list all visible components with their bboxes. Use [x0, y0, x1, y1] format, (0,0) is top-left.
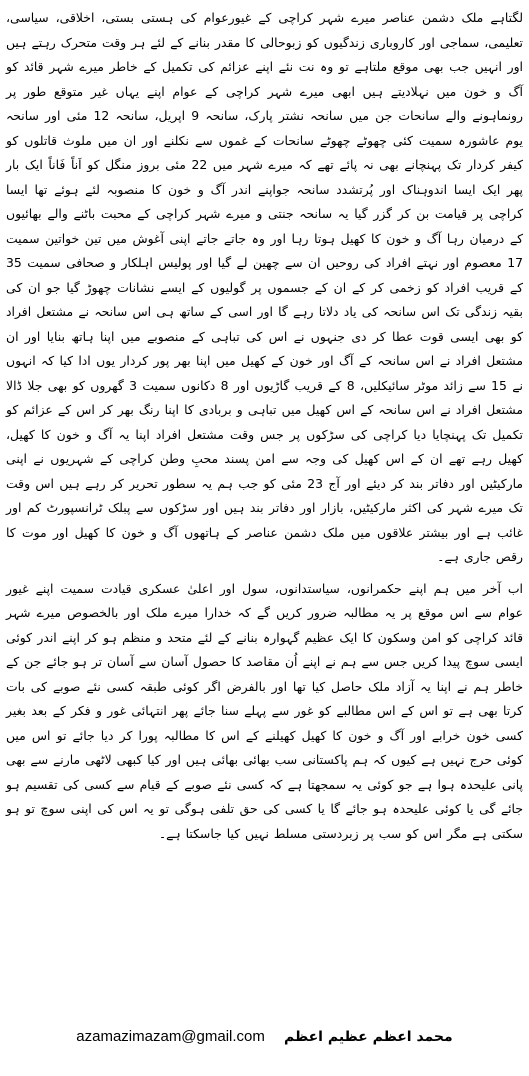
author-name: محمد اعظم عظیم اعظم	[283, 1028, 453, 1045]
byline	[0, 1026, 529, 1045]
article-body	[6, 6, 523, 846]
article-paragraph-1: لگتاہے ملک دشمن عناصر میرے شہر کراچی کے غیورعوام کی ہستی بستی، اخلاقی، سیاسی، تعلیمی، سماجی اور کاروباری زندگیوں کو زبوحالی کا مقدر بنانے کے لئے ہر وقت متحرک رہتے ہیں اور انہیں جب بھی موقع ملتاہے تو وہ نت نئے اپنے عزائم کی تکمیل کے خاطر میرے شہر قائد کو آگ و خون میں نہلادیتے ہیں ابھی میرے شہر کراچی کے عوام اپنے یہاں غیر متوقع طور پر رونماہونے والے سانحات جن میں سانحہ نشتر پارک، سانحہ 9 اپریل، سانحہ 12 مئی اور سانحہ یوم عاشورہ سمیت کئی چھوٹے چھوٹے سانحات کے غموں سے نکلنے اور ان میں ملوث قاتلوں کو کیفر کردار تک پہنچانے بھی نہ پائے تھے کہ میرے شہر میں 22 مئی بروز منگل کو اَناً فَاناً ایک بار پھر ایک ایسا اندوہناک اور پُرتشدد سانحہ جواپنے اندر آگ و خون کا منصوبہ لئے ہوئے تھا ایسا کراچی پر قیامت بن کر گزر گیا یہ سانحہ جنتی و میرے شہر کراچی کے محبت باٹنے والے بھائیوں کے درمیان رہا آگ و خون کا کھیل ہوتا رہا اور وہ جاتے جاتے اپنی آغوش میں تین خواتین سمیت 17 معصوم اور نہتے افراد کی روحیں ان سے چھین لے گیا اور پولیس اہلکار و صحافی سمیت 35 کے قریب افراد کو زخمی کر کے ان کے جسموں پر گولیوں کے ایسے نشانات چھوڑ گیا جو ان کی بقیہ زندگی تک اس سانحہ کی یاد دلاتا رہے گا اور اسی کے ساتھ ہی اس سانحہ نے مشتعل افراد کو بھی ایسی قوت عطا کر دی جنہوں نے اس کی تباہی کے منصوبے میں اپنا ہاتھ بنایا اور ان مشتعل افراد نے اس سانحہ کے آگ اور خون کے کھیل میں اپنا بھر پور کردار یوں ادا کیا کہ انہوں نے 15 سے زائد موٹر سائیکلیں، 8 کے قریب گاڑیوں اور 8 دکانوں سمیت 3 گھروں کو بھی جلا ڈالا مشتعل افراد نے اس سانحہ کے اس کھیل میں تباہی و بربادی کا اپنا رنگ بھر کر اس کے عزائم کو تکمیل تک پہنچایا دیا کراچی کی سڑکوں پر جس وقت مشتعل افراد اپنا یہ آگ و خون کا کھیل، کھیل رہے تھے ان کے اس کھیل کی وجہ سے امن پسند محبِ وطن کراچی کے شہریوں نے اپنی مارکیٹیں اور دفاتر بند کر دیئے اور آج 23 مئی کو جب ہم یہ سطور تحریر کر رہے ہیں اس وقت تک میرے شہر کی اکثر مارکیٹیں، بازار اور دفاتر بند ہیں اور سڑکوں سے پبلک ٹرانسپورٹ کم اور غائب ہے اور بیشتر علاقوں میں ملک دشمن عناصر کے ہاتھوں آگ و خون کا کھیل اور موت کا رقص جاری ہے۔	[6, 10, 524, 564]
article-paragraph-2: اب آخر میں ہم اپنے حکمرانوں، سیاستدانوں، سول اور اعلیٰ عسکری قیادت سمیت اپنے غیور عوام سے اس موقع پر یہ مطالبہ ضرور کریں گے کہ خدارا میرے ملک اور بالخصوص میرے شہر قائد کراچی کو امن وسکون کا ایک عظیم گہوارہ بنانے کے لئے متحد و منظم ہو کر اپنے اندر کوئی ایسی سوچ پیدا کریں جس سے ہم نے اپنے اُن مقاصد کا حصول آسان سے آسان تر ہو جائے جن کے خاطر ہم نے اپنا یہ آزاد ملک حاصل کیا تھا اور بالفرض اگر کوئی طبقہ کسی نئے صوبے کی بات کرتا بھی ہے تو اس کے اس مطالبے کو غور سے پہلے سنا جائے پھر انتہائی غور و فکر کے بعد بغیر کسی خون خرابے اور آگ و خون کا کھیل کھیلنے کے اس کا مطالبہ پورا کر دیا جائے تو اس میں کوئی حرج نہیں ہے کیوں کہ ہم پاکستانی سب بھائی بھائی ہیں اور کیا کبھی لاٹھی مارنے سے بھی پانی علیحدہ ہوا ہے جو کوئی یہ سمجھتا ہے کہ کسی نئے صوبے کے قیام سے کسی کی تقسیم ہو جائے گی یا کوئی علیحدہ ہو جائے گا یا کسی کی حق تلفی ہوگی تو یہ اس کی اپنی سوچ تو ہو سکتی ہے مگر اس کو سب پر زبردستی مسلط نہیں کیا جاسکتا ہے۔	[6, 580, 523, 841]
author-email: azamazimazam@gmail.com	[76, 1028, 265, 1045]
